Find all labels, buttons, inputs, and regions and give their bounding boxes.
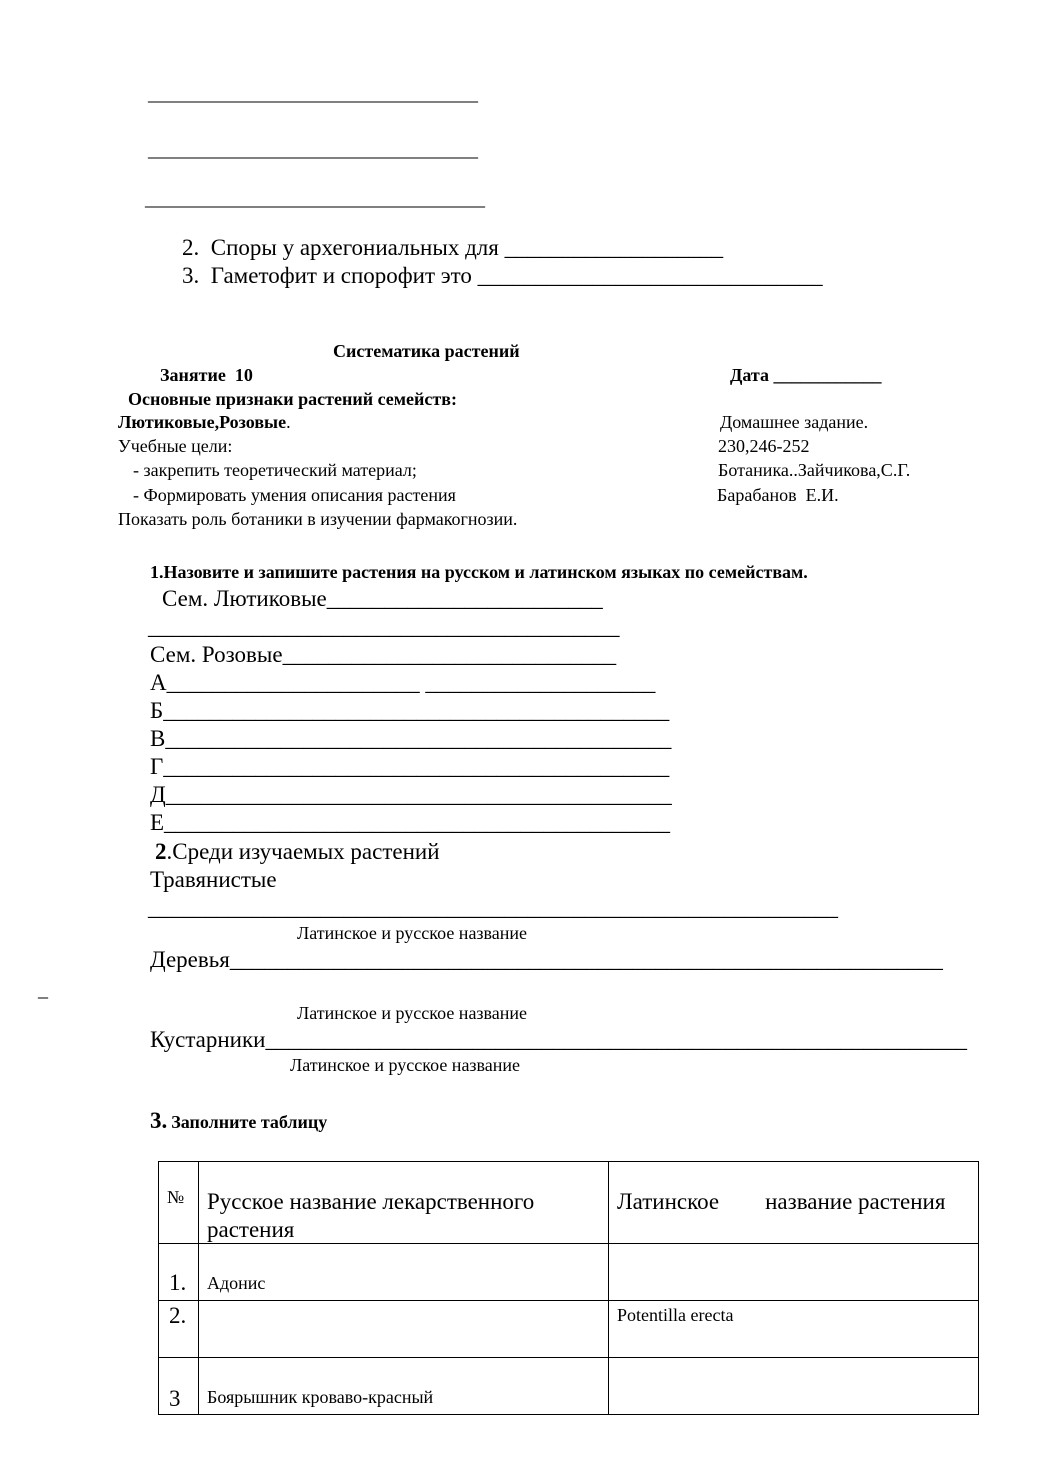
goal-3: Показать роль ботаники в изучении фармакогнозии.	[118, 509, 518, 529]
row-2-latin-cell[interactable]	[609, 1301, 979, 1358]
header-cell-russian	[199, 1162, 609, 1244]
topic-period: .	[286, 412, 291, 432]
answer-line-d[interactable]: Д____________________________________________	[150, 782, 672, 807]
herbs-label: Травянистые	[150, 867, 277, 892]
herbs-answer-line[interactable]: ____________________________________________________________	[148, 895, 838, 920]
lesson-number: Занятие 10	[160, 365, 253, 385]
row-1-num-cell	[159, 1244, 199, 1301]
book-2: Барабанов Е.И.	[717, 485, 839, 505]
answer-line-g[interactable]: Г____________________________________________	[150, 754, 670, 779]
task3-title	[150, 1109, 327, 1132]
plants-table	[158, 1161, 979, 1415]
row-2-latin[interactable]: Potentilla erecta	[617, 1305, 734, 1326]
task2-text: .Среди изучаемых растений	[166, 839, 440, 864]
answer-line-b[interactable]: Б____________________________________________	[150, 698, 670, 723]
answer-line-e[interactable]: Е____________________________________________	[150, 810, 671, 835]
row-1-latin[interactable]	[609, 1244, 978, 1252]
stray-dash: _	[38, 979, 48, 1001]
task3-text: Заполните таблицу	[171, 1112, 328, 1132]
row-1-russian[interactable]: Адонис	[207, 1273, 266, 1294]
task3-number: 3.	[150, 1108, 168, 1133]
homework-pages: 230,246-252	[718, 436, 810, 456]
row-1-russian-cell[interactable]	[199, 1244, 609, 1301]
task1-title: 1.Назовите и запишите растения на русском и латинском языках по семействам.	[150, 562, 808, 582]
row-3-latin-cell[interactable]	[609, 1358, 979, 1415]
date-field[interactable]: Дата ____________	[730, 365, 882, 385]
row-1-latin-cell[interactable]	[609, 1244, 979, 1301]
row-3-russian[interactable]: Боярышник кроваво-красный	[207, 1387, 434, 1408]
row-3-num-cell	[159, 1358, 199, 1415]
blank-line-1[interactable]: _________________________________	[148, 83, 478, 105]
row-2-russian[interactable]	[199, 1301, 608, 1309]
header-russian-text: Русское название лекарственного растения	[207, 1189, 535, 1242]
row-3-latin[interactable]	[609, 1358, 978, 1366]
table-row	[159, 1358, 979, 1415]
blank-line-3[interactable]: __________________________________	[145, 188, 485, 210]
homework-label: Домашнее задание.	[720, 412, 869, 432]
table-row	[159, 1244, 979, 1301]
task2-number: 2	[155, 839, 167, 864]
row-2-num-cell	[159, 1301, 199, 1358]
task2-title	[155, 840, 440, 863]
goal-2: - Формировать умения описания растения	[133, 485, 456, 505]
family-rosaceae[interactable]: Сем. Розовые_____________________________	[150, 642, 617, 667]
shrubs-caption: Латинское и русское название	[290, 1055, 521, 1075]
question-3-num: 3.	[182, 263, 200, 288]
goals-label: Учебные цели:	[118, 436, 233, 456]
question-2-text[interactable]: Споры у архегониальных для ___________________	[210, 235, 724, 260]
section-title: Систематика растений	[333, 341, 520, 361]
blank-line-2[interactable]: _________________________________	[148, 139, 478, 161]
book-1: Ботаника..Зайчикова,С.Г.	[718, 460, 911, 480]
row-2-russian-cell[interactable]	[199, 1301, 609, 1358]
family-ranunculaceae[interactable]: Сем. Лютиковые________________________	[162, 586, 603, 611]
header-cell-latin	[609, 1162, 979, 1244]
header-cell-number	[159, 1162, 199, 1244]
shrubs-answer-line[interactable]: Кустарники_____________________________________________________________	[150, 1027, 967, 1052]
family-ranunculaceae-continuation[interactable]: _________________________________________	[148, 614, 620, 639]
goal-1: - закрепить теоретический материал;	[133, 460, 417, 480]
topic-families: Лютиковые,Розовые	[118, 412, 287, 432]
table-row	[159, 1301, 979, 1358]
row-3-russian-cell[interactable]	[199, 1358, 609, 1415]
topic-line-2	[118, 413, 291, 431]
row-2-num: 2.	[169, 1303, 187, 1329]
trees-caption: Латинское и русское название	[297, 1003, 528, 1023]
question-2-num: 2.	[182, 235, 200, 260]
topic-line-1: Основные признаки растений семейств:	[128, 389, 457, 409]
question-2	[182, 236, 723, 259]
herbs-caption: Латинское и русское название	[297, 923, 528, 943]
trees-answer-line[interactable]: Деревья______________________________________________________________	[150, 947, 943, 972]
question-3-text[interactable]: Гаметофит и спорофит это ______________________________	[210, 263, 823, 288]
header-latin-text: Латинское название растения	[617, 1189, 946, 1214]
row-1-num: 1.	[169, 1270, 187, 1296]
question-3	[182, 264, 823, 287]
table-header-row	[159, 1162, 979, 1244]
header-number-text: №	[167, 1187, 185, 1207]
answer-line-v[interactable]: В____________________________________________	[150, 726, 672, 751]
row-3-num: 3	[169, 1386, 181, 1412]
answer-line-a[interactable]: А______________________ ____________________	[150, 670, 656, 695]
